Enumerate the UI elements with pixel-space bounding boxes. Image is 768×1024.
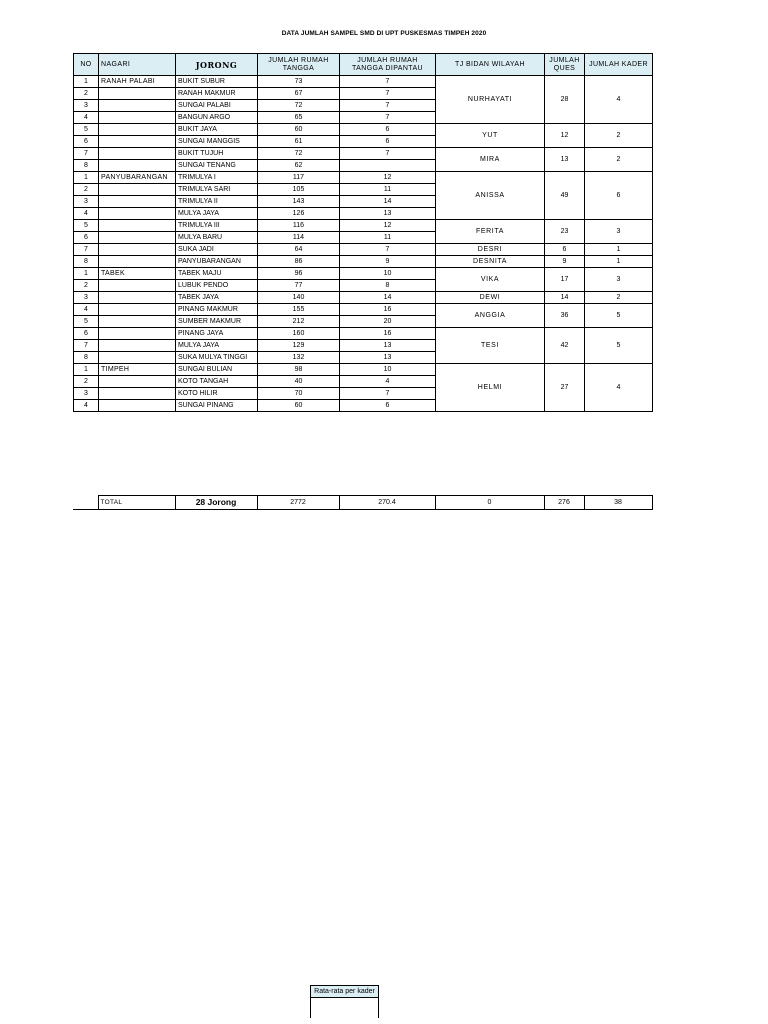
cell-jorong: TRIMULYA III	[176, 220, 258, 232]
cell-rumah-tangga: 96	[258, 268, 340, 280]
cell-jorong: SUNGAI PALABI	[176, 100, 258, 112]
sample-table	[73, 53, 653, 412]
cell-no: 2	[74, 280, 99, 292]
cell-no: 4	[74, 208, 99, 220]
cell-dipantau: 7	[340, 244, 436, 256]
cell-dipantau: 7	[340, 148, 436, 160]
cell-nagari	[99, 136, 176, 148]
cell-no: 6	[74, 136, 99, 148]
cell-jorong: MULYA BARU	[176, 232, 258, 244]
cell-jorong: SUNGAI PINANG	[176, 400, 258, 412]
cell-no: 2	[74, 376, 99, 388]
cell-dipantau: 10	[340, 268, 436, 280]
cell-no: 4	[74, 304, 99, 316]
cell-kader: 4	[585, 364, 653, 412]
cell-no: 2	[74, 184, 99, 196]
cell-rumah-tangga: 114	[258, 232, 340, 244]
cell-bidan: MIRA	[436, 148, 545, 172]
cell-kader: 1	[585, 256, 653, 268]
cell-jorong: SUMBER MAKMUR	[176, 316, 258, 328]
table-row	[74, 304, 653, 316]
cell-jorong: SUKA JADI	[176, 244, 258, 256]
cell-no: 6	[74, 232, 99, 244]
total-kader: 38	[584, 496, 652, 510]
cell-rumah-tangga: 65	[258, 112, 340, 124]
cell-rumah-tangga: 212	[258, 316, 340, 328]
total-row	[73, 496, 652, 510]
cell-jorong: BUKIT JAYA	[176, 124, 258, 136]
cell-no: 8	[74, 352, 99, 364]
total-rumah-tangga: 2772	[257, 496, 339, 510]
cell-rumah-tangga: 70	[258, 388, 340, 400]
cell-dipantau: 6	[340, 136, 436, 148]
cell-dipantau: 7	[340, 100, 436, 112]
cell-jorong: LUBUK PENDO	[176, 280, 258, 292]
cell-rumah-tangga: 98	[258, 364, 340, 376]
cell-bidan: VIKA	[436, 268, 545, 292]
header-kader: JUMLAH KADER	[585, 54, 653, 76]
cell-nagari	[99, 388, 176, 400]
cell-jorong: BUKIT SUBUR	[176, 76, 258, 88]
cell-no: 1	[74, 172, 99, 184]
cell-rumah-tangga: 132	[258, 352, 340, 364]
cell-no: 7	[74, 340, 99, 352]
cell-ques: 14	[545, 292, 585, 304]
total-table	[73, 495, 653, 510]
total-jorong: 28 Jorong	[175, 496, 257, 510]
cell-no: 7	[74, 244, 99, 256]
rata-rata-box	[310, 985, 379, 1018]
cell-jorong: KOTO TANGAH	[176, 376, 258, 388]
cell-bidan: DEWI	[436, 292, 545, 304]
cell-rumah-tangga: 40	[258, 376, 340, 388]
cell-bidan: ANISSA	[436, 172, 545, 220]
cell-nagari	[99, 208, 176, 220]
cell-jorong: SUNGAI TENANG	[176, 160, 258, 172]
total-bidan: 0	[435, 496, 544, 510]
cell-no: 3	[74, 196, 99, 208]
cell-rumah-tangga: 86	[258, 256, 340, 268]
cell-rumah-tangga: 105	[258, 184, 340, 196]
cell-dipantau: 13	[340, 352, 436, 364]
cell-jorong: SUKA MULYA TINGGI	[176, 352, 258, 364]
cell-nagari	[99, 88, 176, 100]
cell-nagari	[99, 148, 176, 160]
cell-no: 3	[74, 292, 99, 304]
cell-rumah-tangga: 140	[258, 292, 340, 304]
cell-bidan: TESI	[436, 328, 545, 364]
cell-jorong: PANYUBARANGAN	[176, 256, 258, 268]
cell-nagari	[99, 376, 176, 388]
cell-kader: 3	[585, 268, 653, 292]
table-body	[74, 76, 653, 412]
cell-nagari	[99, 184, 176, 196]
cell-dipantau: 11	[340, 184, 436, 196]
cell-bidan: FERITA	[436, 220, 545, 244]
cell-dipantau: 10	[340, 364, 436, 376]
table-row	[74, 124, 653, 136]
cell-jorong: SUNGAI BULIAN	[176, 364, 258, 376]
cell-dipantau: 16	[340, 304, 436, 316]
table-row	[74, 256, 653, 268]
cell-jorong: MULYA JAYA	[176, 340, 258, 352]
cell-jorong: BANGUN ARGO	[176, 112, 258, 124]
cell-kader: 2	[585, 124, 653, 148]
table-row	[74, 76, 653, 88]
cell-ques: 49	[545, 172, 585, 220]
cell-kader: 5	[585, 328, 653, 364]
cell-jorong: TABEK MAJU	[176, 268, 258, 280]
cell-dipantau: 11	[340, 232, 436, 244]
cell-dipantau: 12	[340, 172, 436, 184]
cell-dipantau: 7	[340, 88, 436, 100]
cell-rumah-tangga: 160	[258, 328, 340, 340]
cell-rumah-tangga: 155	[258, 304, 340, 316]
cell-rumah-tangga: 67	[258, 88, 340, 100]
cell-nagari: TABEK	[99, 268, 176, 280]
cell-dipantau: 13	[340, 208, 436, 220]
cell-bidan: NURHAYATI	[436, 76, 545, 124]
table-row	[74, 148, 653, 160]
cell-no: 7	[74, 148, 99, 160]
table-row	[74, 220, 653, 232]
cell-nagari	[99, 352, 176, 364]
cell-rumah-tangga: 61	[258, 136, 340, 148]
cell-kader: 2	[585, 292, 653, 304]
cell-nagari	[99, 124, 176, 136]
cell-jorong: SUNGAI MANGGIS	[176, 136, 258, 148]
cell-dipantau: 20	[340, 316, 436, 328]
cell-jorong: TABEK JAYA	[176, 292, 258, 304]
cell-dipantau: 6	[340, 124, 436, 136]
cell-kader: 1	[585, 244, 653, 256]
cell-ques: 9	[545, 256, 585, 268]
cell-no: 1	[74, 268, 99, 280]
cell-dipantau: 14	[340, 196, 436, 208]
table-row	[74, 328, 653, 340]
cell-bidan: ANGGIA	[436, 304, 545, 328]
rata-rata-value	[311, 998, 378, 1018]
cell-bidan: DESRI	[436, 244, 545, 256]
cell-nagari	[99, 292, 176, 304]
cell-no: 4	[74, 112, 99, 124]
cell-no: 6	[74, 328, 99, 340]
cell-jorong: TRIMULYA II	[176, 196, 258, 208]
cell-jorong: MULYA JAYA	[176, 208, 258, 220]
total-spacer	[73, 496, 98, 510]
cell-no: 1	[74, 76, 99, 88]
header-bidan: TJ BIDAN WILAYAH	[436, 54, 545, 76]
cell-kader: 2	[585, 148, 653, 172]
cell-dipantau: 13	[340, 340, 436, 352]
cell-nagari: RANAH PALABI	[99, 76, 176, 88]
header-row	[74, 54, 653, 76]
cell-dipantau: 16	[340, 328, 436, 340]
cell-jorong: TRIMULYA SARI	[176, 184, 258, 196]
total-dipantau: 270.4	[339, 496, 435, 510]
cell-ques: 23	[545, 220, 585, 244]
cell-ques: 28	[545, 76, 585, 124]
page-title: DATA JUMLAH SAMPEL SMD DI UPT PUSKESMAS TIMPEH 2020	[281, 30, 487, 37]
cell-rumah-tangga: 129	[258, 340, 340, 352]
cell-ques: 13	[545, 148, 585, 172]
cell-rumah-tangga: 60	[258, 400, 340, 412]
cell-no: 3	[74, 388, 99, 400]
header-jorong: JORONG	[176, 54, 258, 76]
cell-dipantau: 12	[340, 220, 436, 232]
header-rumah-tangga: JUMLAH RUMAH TANGGA	[258, 54, 340, 76]
cell-ques: 6	[545, 244, 585, 256]
cell-rumah-tangga: 116	[258, 220, 340, 232]
header-ques: JUMLAH QUES	[545, 54, 585, 76]
table-row	[74, 268, 653, 280]
cell-no: 8	[74, 256, 99, 268]
cell-rumah-tangga: 77	[258, 280, 340, 292]
cell-rumah-tangga: 143	[258, 196, 340, 208]
table-row	[74, 364, 653, 376]
cell-bidan: HELMI	[436, 364, 545, 412]
cell-nagari	[99, 220, 176, 232]
cell-jorong: PINANG JAYA	[176, 328, 258, 340]
cell-nagari	[99, 316, 176, 328]
table-row	[74, 244, 653, 256]
cell-ques: 27	[545, 364, 585, 412]
header-dipantau: JUMLAH RUMAH TANGGA DIPANTAU	[340, 54, 436, 76]
cell-no: 3	[74, 100, 99, 112]
cell-kader: 4	[585, 76, 653, 124]
cell-dipantau	[340, 160, 436, 172]
cell-ques: 12	[545, 124, 585, 148]
cell-rumah-tangga: 117	[258, 172, 340, 184]
cell-jorong: TRIMULYA I	[176, 172, 258, 184]
total-label: TOTAL	[98, 496, 175, 510]
cell-rumah-tangga: 62	[258, 160, 340, 172]
rata-rata-header: Rata-rata per kader	[311, 986, 378, 998]
cell-nagari	[99, 232, 176, 244]
table-row	[74, 172, 653, 184]
cell-no: 2	[74, 88, 99, 100]
cell-nagari	[99, 340, 176, 352]
cell-dipantau: 7	[340, 388, 436, 400]
cell-dipantau: 7	[340, 112, 436, 124]
cell-jorong: RANAH MAKMUR	[176, 88, 258, 100]
cell-nagari: PANYUBARANGAN	[99, 172, 176, 184]
cell-nagari	[99, 160, 176, 172]
cell-rumah-tangga: 126	[258, 208, 340, 220]
cell-ques: 36	[545, 304, 585, 328]
cell-dipantau: 9	[340, 256, 436, 268]
cell-rumah-tangga: 60	[258, 124, 340, 136]
cell-ques: 42	[545, 328, 585, 364]
cell-ques: 17	[545, 268, 585, 292]
table-row	[74, 292, 653, 304]
header-no: NO	[74, 54, 99, 76]
cell-no: 5	[74, 316, 99, 328]
cell-rumah-tangga: 72	[258, 148, 340, 160]
cell-nagari	[99, 244, 176, 256]
cell-nagari	[99, 280, 176, 292]
cell-rumah-tangga: 73	[258, 76, 340, 88]
cell-dipantau: 8	[340, 280, 436, 292]
cell-nagari	[99, 304, 176, 316]
cell-no: 4	[74, 400, 99, 412]
header-nagari: NAGARI	[99, 54, 176, 76]
cell-no: 5	[74, 124, 99, 136]
cell-jorong: BUKIT TUJUH	[176, 148, 258, 160]
cell-nagari	[99, 400, 176, 412]
cell-rumah-tangga: 72	[258, 100, 340, 112]
cell-nagari	[99, 256, 176, 268]
cell-kader: 5	[585, 304, 653, 328]
cell-no: 1	[74, 364, 99, 376]
cell-kader: 6	[585, 172, 653, 220]
cell-rumah-tangga: 64	[258, 244, 340, 256]
cell-no: 5	[74, 220, 99, 232]
cell-dipantau: 7	[340, 76, 436, 88]
cell-nagari	[99, 196, 176, 208]
cell-dipantau: 14	[340, 292, 436, 304]
cell-bidan: YUT	[436, 124, 545, 148]
cell-jorong: PINANG MAKMUR	[176, 304, 258, 316]
cell-nagari	[99, 328, 176, 340]
cell-dipantau: 6	[340, 400, 436, 412]
cell-nagari	[99, 112, 176, 124]
cell-jorong: KOTO HILIR	[176, 388, 258, 400]
cell-nagari: TIMPEH	[99, 364, 176, 376]
total-ques: 276	[544, 496, 584, 510]
cell-dipantau: 4	[340, 376, 436, 388]
cell-nagari	[99, 100, 176, 112]
cell-bidan: DESNITA	[436, 256, 545, 268]
cell-kader: 3	[585, 220, 653, 244]
cell-no: 8	[74, 160, 99, 172]
